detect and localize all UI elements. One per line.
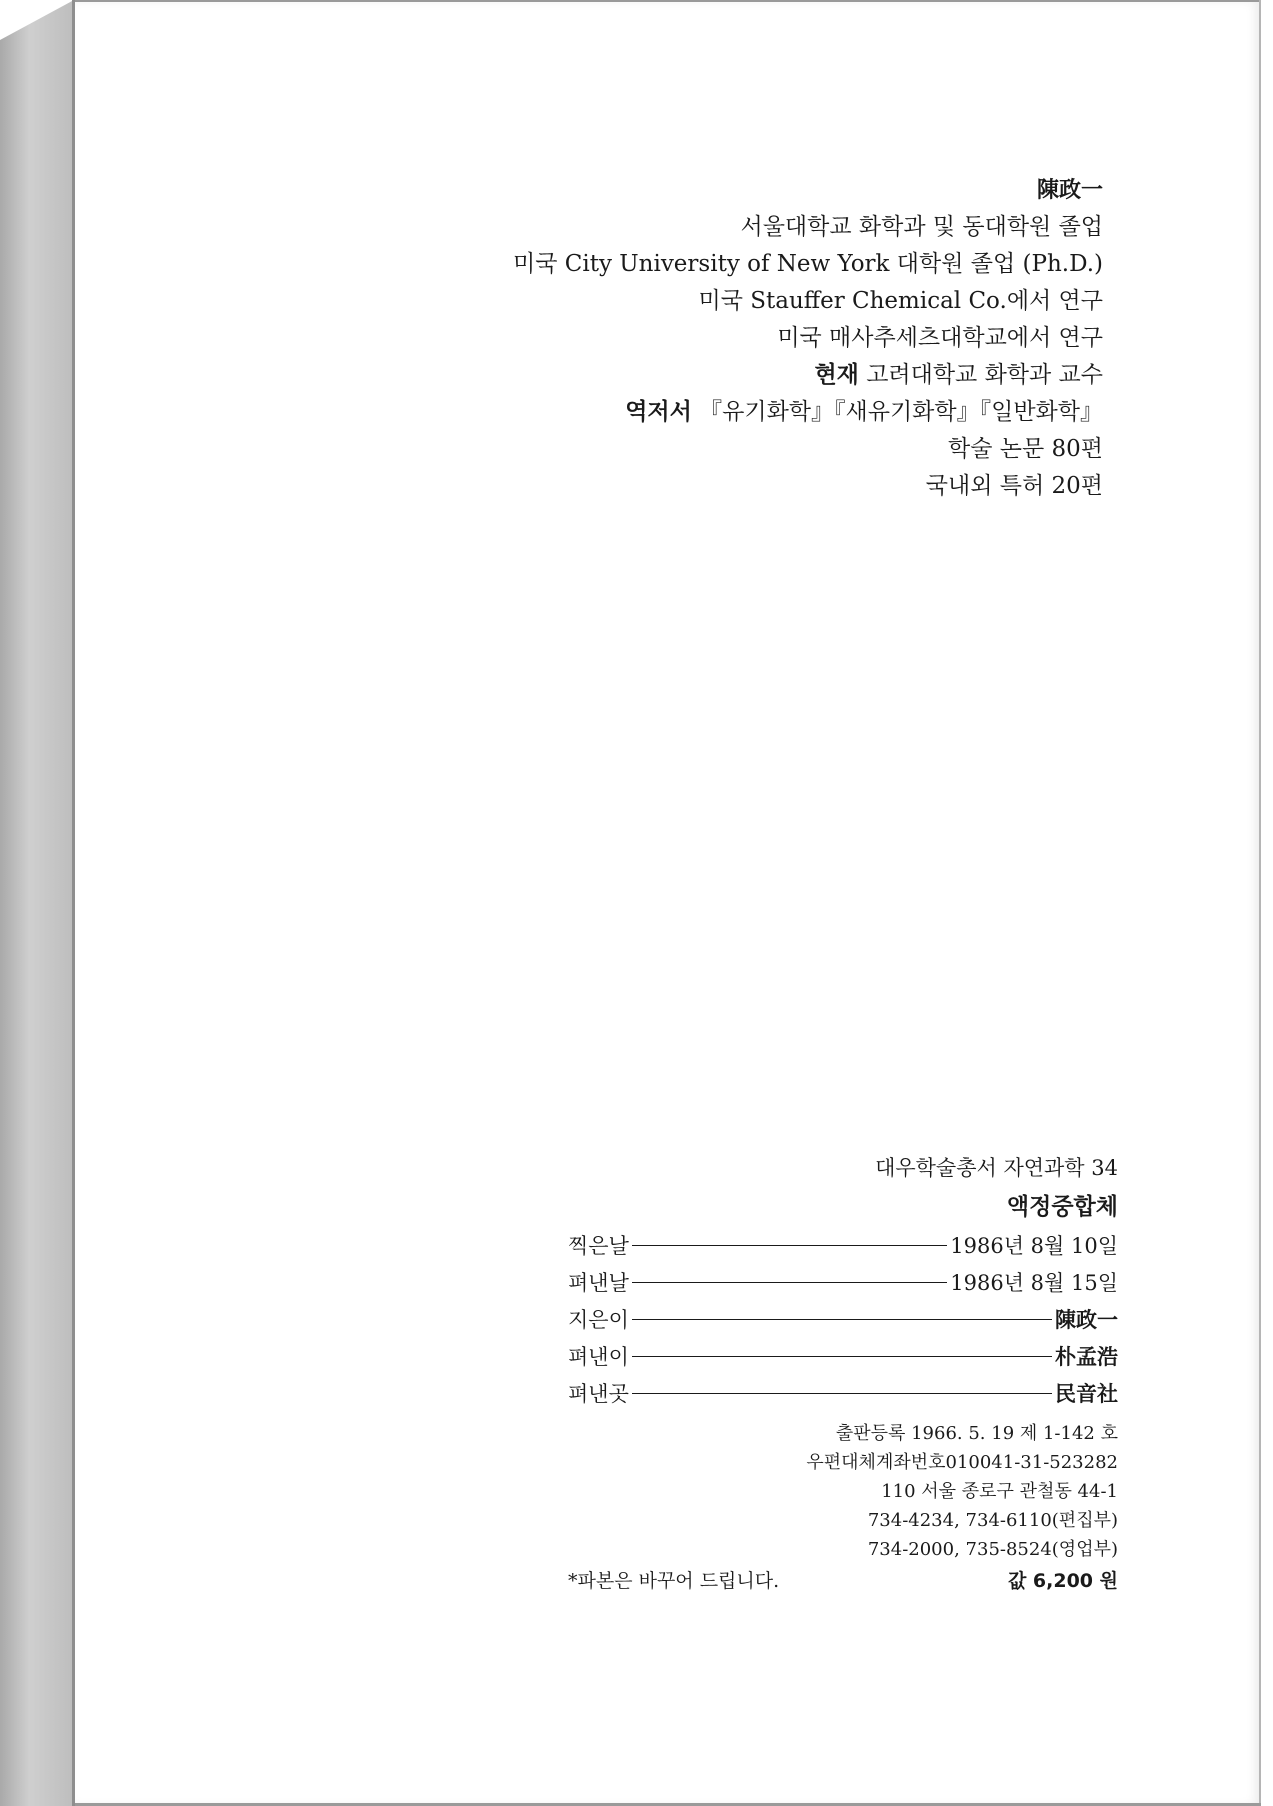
published-date-row <box>558 1265 1118 1302</box>
press-row <box>558 1376 1118 1413</box>
printed-label: 찍은날 <box>568 1234 629 1258</box>
published-value: 1986년 8월 15일 <box>950 1271 1118 1295</box>
phone-editorial-line: 734-4234, 734-6110(편집부) <box>867 1510 1118 1531</box>
author-name: 陳政一 <box>1036 178 1103 203</box>
leader-line <box>632 1245 947 1246</box>
bio-line-phd: 미국 City University of New York 대학원 졸업 (Ph.D.) <box>513 251 1103 277</box>
leader-line <box>632 1282 947 1283</box>
current-label: 현재 <box>814 362 859 388</box>
exchange-note: *파본은 바꾸어 드립니다. <box>568 1570 780 1592</box>
author-row <box>558 1302 1118 1339</box>
works-value: 『유기화학』『새유기화학』『일반화학』 <box>699 399 1103 425</box>
current-value: 고려대학교 화학과 교수 <box>866 362 1103 388</box>
price: 값 6,200 원 <box>1007 1570 1118 1592</box>
press-value: 民音社 <box>1055 1382 1118 1406</box>
works-label: 역저서 <box>625 399 692 425</box>
colophon-footer <box>558 1564 1118 1598</box>
press-label: 펴낸곳 <box>568 1382 629 1406</box>
page-border-top <box>75 0 1261 2</box>
author-value: 陳政一 <box>1055 1308 1118 1332</box>
bio-line-research-umass: 미국 매사추세츠대학교에서 연구 <box>777 325 1103 351</box>
publisher-info <box>558 1419 1118 1564</box>
published-label: 펴낸날 <box>568 1271 629 1295</box>
leader-line <box>632 1393 1052 1394</box>
bio-line-works <box>343 394 1103 431</box>
printed-value: 1986년 8월 10일 <box>950 1234 1118 1258</box>
leader-line <box>632 1356 1052 1357</box>
bio-line-research-stauffer: 미국 Stauffer Chemical Co.에서 연구 <box>698 288 1103 314</box>
author-label: 지은이 <box>568 1308 629 1332</box>
bio-line-papers: 학술 논문 80편 <box>948 436 1103 462</box>
book-spine <box>0 0 74 1806</box>
series-name: 대우학술총서 자연과학 34 <box>875 1156 1118 1180</box>
phone-sales-line: 734-2000, 735-8524(영업부) <box>867 1539 1118 1560</box>
author-biography <box>343 172 1103 505</box>
colophon <box>558 1150 1118 1598</box>
page-border-right <box>1259 0 1261 1806</box>
bio-line-patents: 국내외 특허 20편 <box>925 473 1103 499</box>
leader-line <box>632 1319 1052 1320</box>
publisher-label: 펴낸이 <box>568 1345 629 1369</box>
address-line: 110 서울 종로구 관철동 44-1 <box>881 1481 1118 1502</box>
printed-date-row <box>558 1228 1118 1265</box>
postal-account-line: 우편대체계좌번호010041-31-523282 <box>806 1452 1118 1473</box>
registration-line: 출판등록 1966. 5. 19 제 1-142 호 <box>835 1423 1118 1444</box>
bio-line-current <box>343 357 1103 394</box>
bio-line-education: 서울대학교 화학과 및 동대학원 졸업 <box>740 214 1103 240</box>
book-title: 액정중합체 <box>1006 1194 1118 1220</box>
publisher-value: 朴孟浩 <box>1055 1345 1118 1369</box>
publisher-row <box>558 1339 1118 1376</box>
